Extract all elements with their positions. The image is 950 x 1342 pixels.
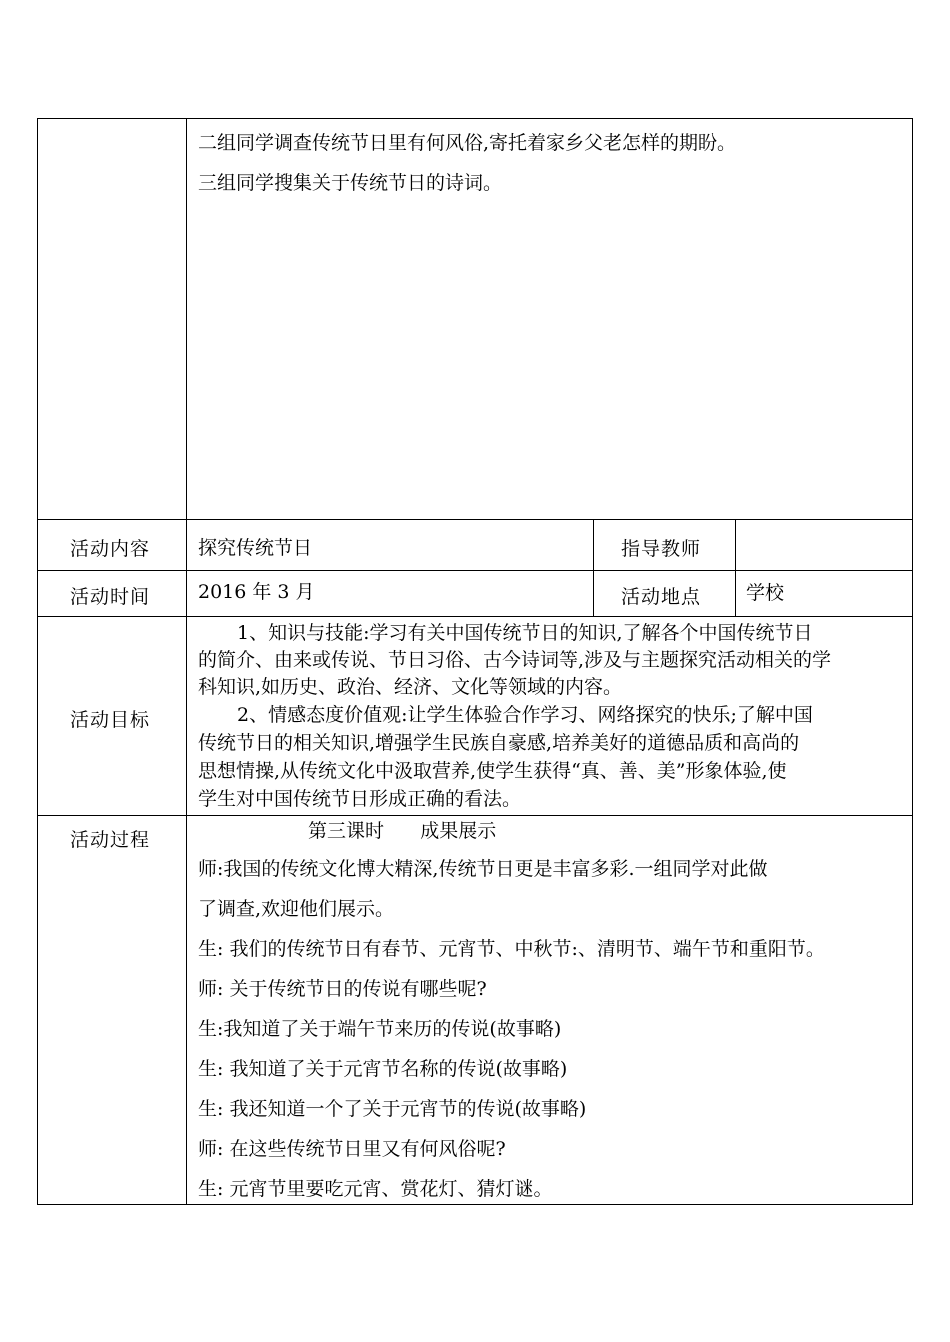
row-divider-1 bbox=[37, 519, 913, 520]
process-line-5: 生:我知道了关于端午节来历的传说(故事略) bbox=[198, 1018, 562, 1040]
activity-time-value: 2016 年 3 月 bbox=[198, 581, 315, 603]
instructor-label: 指导教师 bbox=[621, 538, 702, 560]
table-border-left bbox=[37, 118, 38, 1205]
goals-line-4: 2、情感态度价值观:让学生体验合作学习、网络探究的快乐;了解中国 bbox=[237, 704, 813, 726]
goals-line-6: 思想情操,从传统文化中汲取营养,使学生获得“真、善、美”形象体验,使 bbox=[198, 760, 787, 782]
goals-line-2: 的简介、由来或传说、节日习俗、古今诗词等,涉及与主题探究活动相关的学 bbox=[198, 649, 832, 671]
activity-time-label: 活动时间 bbox=[70, 586, 151, 608]
process-line-4: 师: 关于传统节日的传说有哪些呢? bbox=[198, 978, 487, 1000]
goals-line-5: 传统节日的相关知识,增强学生民族自豪感,培养美好的道德品质和高尚的 bbox=[198, 732, 800, 754]
process-line-6: 生: 我知道了关于元宵节名称的传说(故事略) bbox=[198, 1058, 568, 1080]
activity-goals-label: 活动目标 bbox=[70, 709, 151, 731]
goals-line-3: 科知识,如历史、政治、经济、文化等领域的内容。 bbox=[198, 676, 623, 698]
location-label: 活动地点 bbox=[621, 586, 702, 608]
process-heading: 第三课时 成果展示 bbox=[308, 820, 497, 842]
row-divider-4 bbox=[37, 815, 913, 816]
top-line-1: 二组同学调查传统节日里有何风俗,寄托着家乡父老怎样的期盼。 bbox=[198, 132, 737, 154]
process-line-8: 师: 在这些传统节日里又有何风俗呢? bbox=[198, 1138, 506, 1160]
label-column-divider bbox=[186, 118, 187, 1205]
top-line-2: 三组同学搜集关于传统节日的诗词。 bbox=[198, 172, 503, 194]
process-line-9: 生: 元宵节里要吃元宵、赏花灯、猜灯谜。 bbox=[198, 1178, 553, 1200]
goals-line-7: 学生对中国传统节日形成正确的看法。 bbox=[198, 788, 522, 810]
table-border-bottom bbox=[37, 1204, 913, 1205]
location-value: 学校 bbox=[746, 582, 785, 604]
table-border-right bbox=[912, 118, 913, 1205]
process-line-1: 师:我国的传统文化博大精深,传统节日更是丰富多彩.一组同学对此做 bbox=[198, 858, 768, 880]
row-divider-2 bbox=[37, 570, 913, 571]
process-line-2: 了调查,欢迎他们展示。 bbox=[198, 898, 395, 920]
inner-divider-2 bbox=[735, 519, 736, 616]
process-line-3: 生: 我们的传统节日有春节、元宵节、中秋节:、清明节、端午节和重阳节。 bbox=[198, 938, 825, 960]
goals-line-1: 1、知识与技能:学习有关中国传统节日的知识,了解各个中国传统节日 bbox=[237, 622, 813, 644]
activity-content-label: 活动内容 bbox=[70, 538, 151, 560]
activity-content-value: 探究传统节日 bbox=[198, 537, 313, 559]
activity-process-label: 活动过程 bbox=[70, 829, 151, 851]
inner-divider-1 bbox=[593, 519, 594, 616]
row-divider-3 bbox=[37, 616, 913, 617]
process-line-7: 生: 我还知道一个了关于元宵节的传说(故事略) bbox=[198, 1098, 587, 1120]
table-border-top bbox=[37, 118, 913, 119]
